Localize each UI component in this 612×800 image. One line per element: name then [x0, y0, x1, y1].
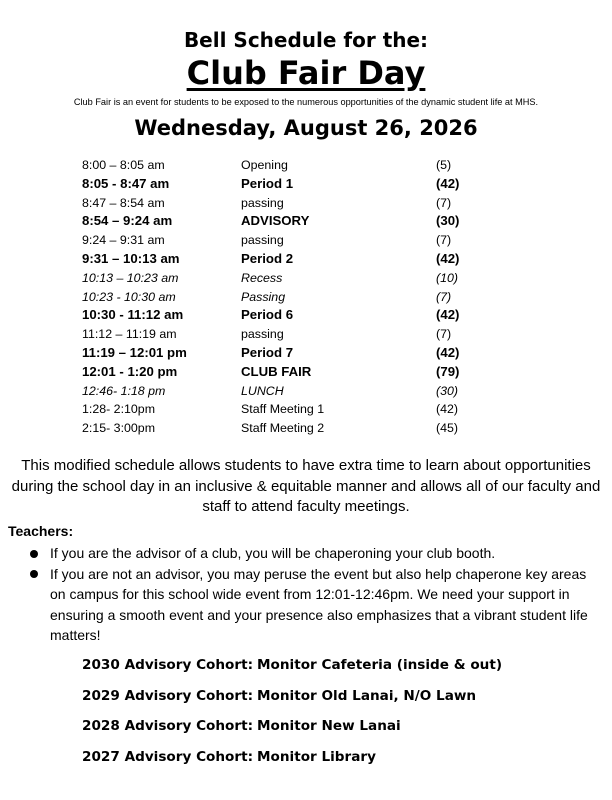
page-title: Club Fair Day: [186, 54, 426, 92]
schedule-minutes: (7): [436, 195, 452, 210]
schedule-row: [82, 175, 502, 194]
schedule-time: 12:46- 1:18 pm: [82, 383, 166, 398]
schedule-minutes: (79): [436, 363, 460, 379]
schedule-event: Passing: [241, 289, 286, 304]
schedule-table: [82, 156, 502, 438]
cohort-assignments: [82, 655, 552, 777]
schedule-event: Period 7: [241, 344, 294, 360]
schedule-time: 8:54 – 9:24 am: [82, 213, 173, 229]
list-item: [28, 564, 588, 646]
schedule-time: 11:19 – 12:01 pm: [82, 344, 187, 360]
schedule-event: LUNCH: [241, 383, 284, 398]
cohort-duty: Monitor Library: [257, 748, 376, 765]
cohort-row: [82, 655, 552, 686]
schedule-time: 10:30 - 11:12 am: [82, 307, 184, 323]
schedule-row: [82, 325, 502, 344]
schedule-minutes: (30): [436, 213, 460, 229]
schedule-row: [82, 194, 502, 213]
schedule-minutes: (42): [436, 250, 460, 266]
cohort-duty: Monitor Old Lanai, N/O Lawn: [257, 687, 477, 704]
schedule-time: 2:15- 3:00pm: [82, 421, 156, 436]
schedule-minutes: (5): [436, 158, 452, 172]
schedule-minutes: (42): [436, 402, 459, 417]
teachers-list: [28, 543, 588, 646]
schedule-event: Period 2: [241, 250, 294, 266]
schedule-row: [82, 306, 502, 325]
cohort-label: 2030 Advisory Cohort:: [82, 657, 254, 673]
schedule-row: [82, 269, 502, 288]
schedule-row: [82, 419, 502, 438]
bullet-text: If you are the advisor of a club, you will be chaperoning your club booth.: [50, 545, 496, 561]
schedule-event: passing: [241, 233, 284, 248]
cohort-label: 2028 Advisory Cohort:: [82, 718, 254, 734]
schedule-row: [82, 400, 502, 419]
bullet-icon: [30, 570, 38, 578]
schedule-time: 10:13 – 10:23 am: [82, 270, 179, 285]
cohort-label: 2029 Advisory Cohort:: [82, 687, 254, 704]
schedule-row: [82, 363, 502, 382]
schedule-time: 1:28- 2:10pm: [82, 402, 156, 417]
cohort-row: [82, 716, 552, 747]
schedule-minutes: (30): [436, 383, 459, 398]
schedule-row: [82, 344, 502, 363]
schedule-event: Staff Meeting 1: [241, 402, 325, 417]
intro-text: Club Fair is an event for students to be exposed to the numerous opportunities of the dynamic student life at MHS.: [73, 97, 539, 107]
schedule-event: passing: [241, 195, 284, 210]
cohort-duty: Monitor Cafeteria (inside & out): [257, 657, 503, 673]
schedule-minutes: (45): [436, 421, 459, 436]
cohort-row: [82, 686, 552, 717]
schedule-minutes: (42): [436, 307, 460, 323]
schedule-event: Recess: [241, 270, 283, 285]
teachers-heading: Teachers:: [8, 523, 74, 539]
list-item: [28, 543, 588, 564]
schedule-minutes: (7): [436, 327, 452, 342]
schedule-note: This modified schedule allows students to have extra time to learn about opportunities during the school day in an inclusive & equitable manner and allows all of our faculty and staff to attend faculty meetings.: [11, 457, 601, 515]
schedule-event: Period 1: [241, 175, 294, 191]
schedule-minutes: (42): [436, 344, 460, 360]
schedule-event: Period 6: [241, 307, 294, 323]
schedule-time: 8:00 – 8:05 am: [82, 158, 165, 172]
schedule-event: CLUB FAIR: [241, 363, 312, 379]
schedule-event: passing: [241, 327, 284, 342]
schedule-time: 8:05 - 8:47 am: [82, 175, 170, 191]
schedule-row: [82, 212, 502, 231]
schedule-row: [82, 156, 502, 175]
schedule-time: 12:01 - 1:20 pm: [82, 363, 178, 379]
schedule-event: ADVISORY: [241, 213, 310, 229]
bullet-text: If you are not an advisor, you may peruse the event but also help chaperone key areas on campus for this school wide event from 12:01-12:46pm. We need your support in ensuring a smooth event and your presence also emphasizes that a vibrant student life matters!: [50, 565, 588, 643]
heading-bell-schedule: Bell Schedule for the:: [183, 28, 429, 52]
schedule-minutes: (7): [436, 289, 452, 304]
schedule-row: [82, 250, 502, 269]
schedule-time: 11:12 – 11:19 am: [82, 327, 177, 342]
cohort-label: 2027 Advisory Cohort:: [82, 748, 254, 765]
schedule-time: 9:31 – 10:13 am: [82, 250, 180, 266]
schedule-row: [82, 231, 502, 250]
schedule-minutes: (10): [436, 270, 459, 285]
bullet-icon: [30, 550, 38, 558]
schedule-time: 9:24 – 9:31 am: [82, 233, 165, 248]
schedule-row: [82, 382, 502, 401]
schedule-event: Opening: [241, 158, 288, 172]
schedule-row: [82, 288, 502, 307]
cohort-row: [82, 747, 552, 778]
schedule-event: Staff Meeting 2: [241, 421, 325, 436]
event-date: Wednesday, August 26, 2026: [134, 116, 478, 140]
schedule-minutes: (42): [436, 175, 460, 191]
schedule-time: 10:23 - 10:30 am: [82, 289, 176, 304]
cohort-duty: Monitor New Lanai: [257, 718, 401, 734]
schedule-minutes: (7): [436, 233, 452, 248]
schedule-time: 8:47 – 8:54 am: [82, 195, 165, 210]
